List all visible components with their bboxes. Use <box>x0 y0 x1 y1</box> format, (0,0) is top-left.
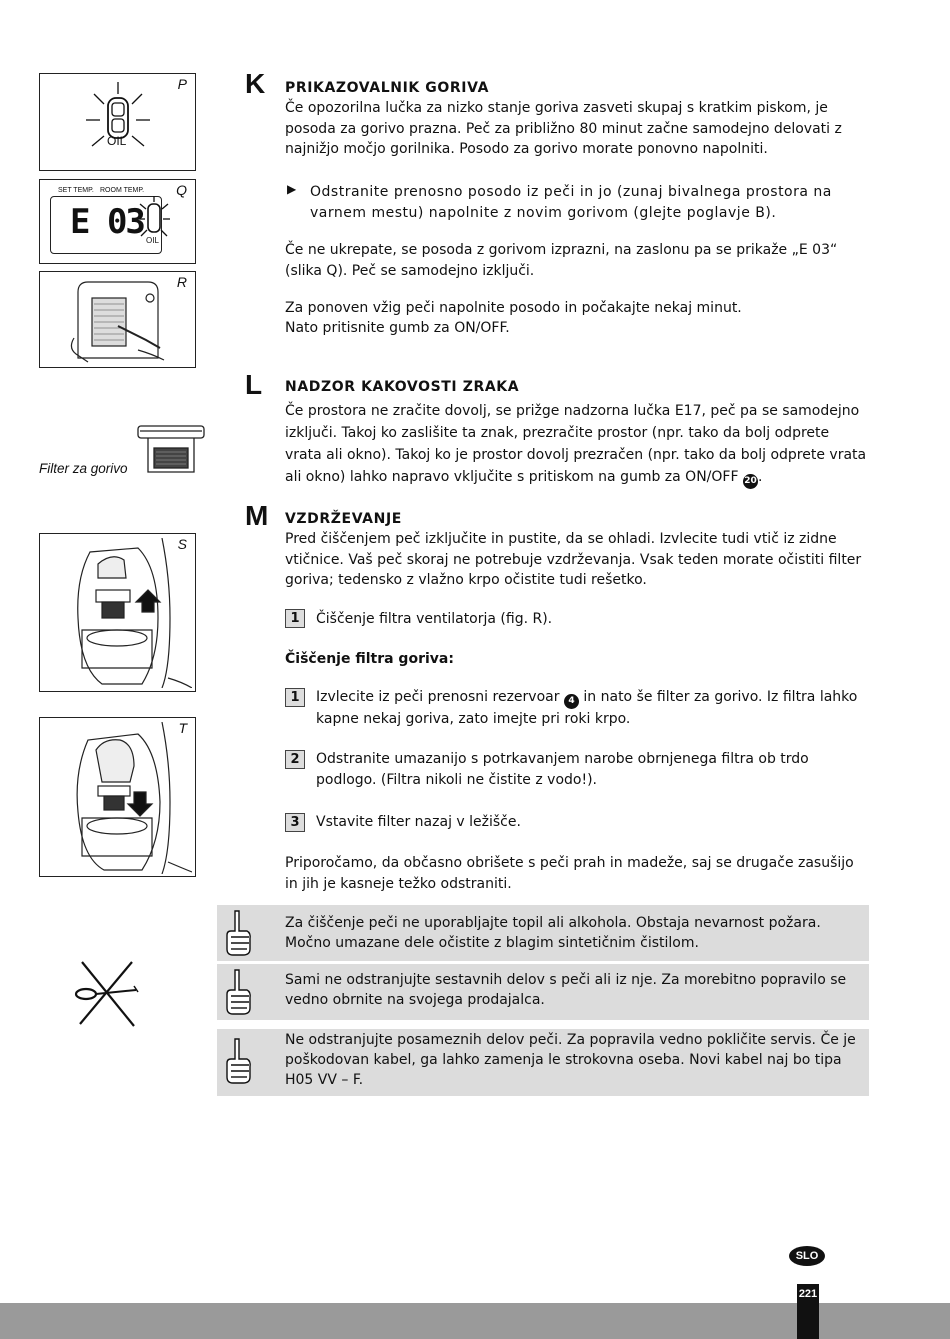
figure-letter: Q <box>176 182 187 198</box>
oil-label: OIL <box>107 134 127 148</box>
section-m-para-2: Priporočamo, da občasno obrišete s peči prah in madeže, saj se drugače zasušijo in jih je kasneje težko odstraniti. <box>285 855 854 892</box>
warning-text: Sami ne odstranjujte sestavnih delov s peči ali iz nje. Za morebitno popravilo se vedno obrnite na svojega prodajalca. <box>285 972 847 1008</box>
section-k-para-1: Če opozorilna lučka za nizko stanje goriva zasveti skupaj s kratkim piskom, je posoda za gorivo prazna. Peč za približno 80 minut začne samodejno delovati z najnižjo močjo gorilnika. Posodo za gorivo morate ponovno napolniti. <box>285 100 842 157</box>
bullet-arrow-icon: ▶ <box>287 182 297 196</box>
warning-box <box>217 964 869 1020</box>
no-screwdriver-icon <box>72 958 140 1028</box>
figure-r-fan-filter <box>39 271 196 368</box>
section-l-para <box>285 400 870 489</box>
set-temp-label: SET TEMP. <box>58 187 94 194</box>
section-title-l: NADZOR KAKOVOSTI ZRAKA <box>285 379 520 395</box>
filter-caption: Filter za gorivo <box>39 461 128 476</box>
pointing-hand-icon <box>223 968 253 1016</box>
figure-s-remove-filter <box>39 533 196 692</box>
warning-text: Ne odstranjujte posameznih delov peči. Za popravila vedno pokličite servis. Če je poškodovan kabel, ga lahko zamenja le strokovna oseba. Novi kabel naj bo tipa H05 VV – F. <box>285 1032 856 1088</box>
figure-q-display <box>39 179 196 264</box>
section-title-m: VZDRŽEVANJE <box>285 511 402 527</box>
step-2-text: Odstranite umazanijo s potrkavanjem narobe obrnjenega filtra ob trdo podlogo. (Filtra nikoli ne čistite z vodo!). <box>316 751 809 788</box>
section-letter-k: K <box>245 68 266 99</box>
figure-letter: R <box>176 274 187 290</box>
step-number-box: 1 <box>285 688 305 707</box>
figure-letter: P <box>177 76 187 92</box>
page-number: 221 <box>798 1288 818 1300</box>
fuel-filter-illustration <box>136 422 208 478</box>
step-1-text-a: Izvlecite iz peči prenosni rezervoar <box>316 689 560 705</box>
pointing-hand-icon <box>223 1037 253 1085</box>
oil-lamp-blink-icon <box>136 194 172 254</box>
ref-20-badge: 20 <box>743 474 758 489</box>
warning-box <box>217 1029 869 1096</box>
section-letter-l: L <box>245 369 263 400</box>
section-m-para-1: Pred čiščenjem peč izključite in pustite, da se ohladi. Izvlecite tudi vtič iz zidne vtičnice. Vaš peč skoraj ne potrebuje vzdrževanja. Vsak teden morate očistiti filter goriva; tedensko z vlažno krpo očistite tudi rešetko. <box>285 531 862 588</box>
figure-letter: T <box>178 720 187 736</box>
section-k-para-3b: Nato pritisnite gumb za ON/OFF. <box>285 320 510 336</box>
section-letter-m: M <box>245 500 269 531</box>
step-number-box: 3 <box>285 813 305 832</box>
section-l-end: . <box>757 469 763 485</box>
language-badge: SLO <box>789 1246 825 1266</box>
step-number-box: 1 <box>285 609 305 628</box>
oil-label: OIL <box>146 236 159 245</box>
section-title-k: PRIKAZOVALNIK GORIVA <box>285 80 490 96</box>
warning-box <box>217 905 869 961</box>
figure-t-insert-filter <box>39 717 196 877</box>
figure-p-oil-lamp <box>39 73 196 171</box>
figure-letter: S <box>177 536 187 552</box>
step-1-text-b: in nato še filter za gorivo. Iz filtra lahko kapne nekaj goriva, zato imejte pri roki krpo. <box>316 689 858 727</box>
section-l-text: Če prostora ne zračite dovolj, se prižge nadzorna lučka E17, peč pa se samodejno izključi. Takoj ko zaslišite ta znak, prezračite prostor (npr. tako da bolj odprete vrata ali okno). Takoj ko je prostor dovolj prezračen (npr. tako da bolj odprete vrata ali okno) lahko napravo vključite s pritiskom na gumb za ON/OFF <box>285 403 867 485</box>
step-3-text: Vstavite filter nazaj v ležišče. <box>316 814 521 830</box>
ref-4-badge: 4 <box>564 694 579 709</box>
lcd-error-code: E 03 <box>70 202 144 242</box>
step-number-box: 2 <box>285 750 305 769</box>
heater-fan-illustration <box>68 278 168 364</box>
room-temp-label: ROOM TEMP. <box>100 187 145 194</box>
step-fan-text: Čiščenje filtra ventilatorja (fig. R). <box>316 611 553 627</box>
fuel-filter-subtitle: Čiščenje filtra goriva: <box>285 651 454 667</box>
section-k-para-3a: Za ponoven vžig peči napolnite posodo in počakajte nekaj minut. <box>285 300 742 316</box>
remove-filter-illustration <box>42 538 192 688</box>
section-k-para-2: Če ne ukrepate, se posoda z gorivom izprazni, na zaslonu pa se prikaže „E 03“ (slika Q). Peč se samodejno izključi. <box>285 242 838 279</box>
insert-filter-illustration <box>42 722 192 874</box>
warning-text: Za čiščenje peči ne uporabljajte topil ali alkohola. Obstaja nevarnost požara. Močno umazane dele očistite z blagim sintetičnim čistilom. <box>285 915 821 951</box>
step-1-text <box>316 687 872 730</box>
pointing-hand-icon <box>223 909 253 957</box>
section-k-bullet: Odstranite prenosno posodo iz peči in jo (zunaj bivalnega prostora na varnem mestu) napolnite z novim gorivom (glejte poglavje B). <box>310 184 832 221</box>
oil-lamp-icon <box>80 80 160 164</box>
